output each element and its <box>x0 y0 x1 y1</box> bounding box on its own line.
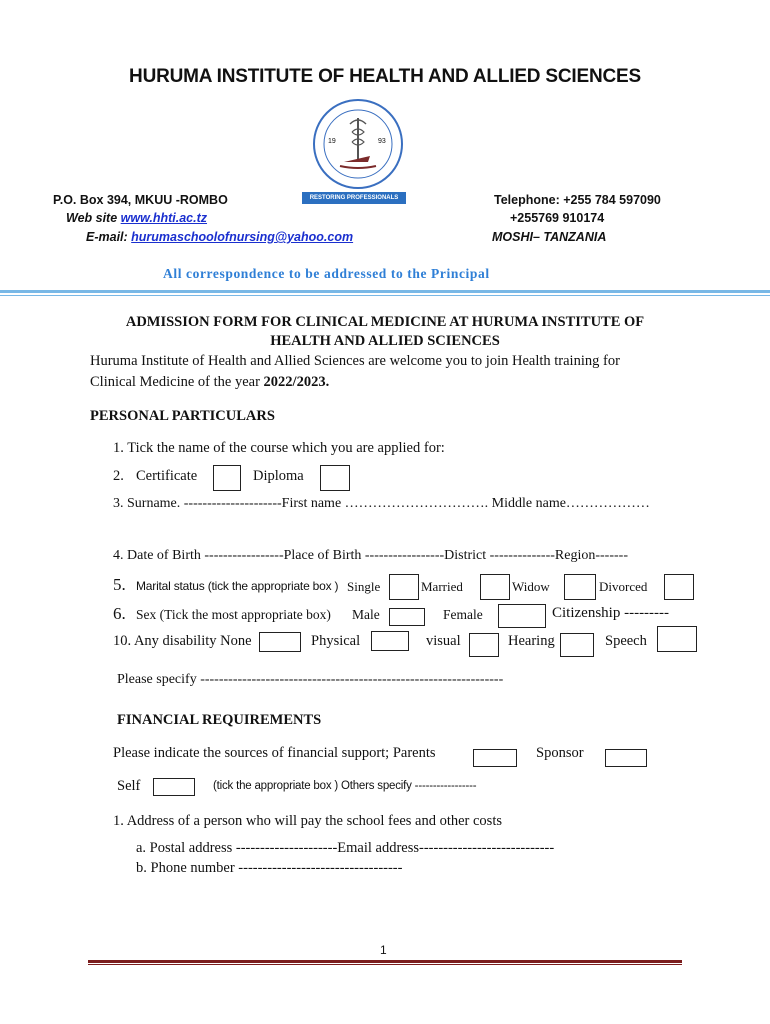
header-divider-thin <box>0 295 770 296</box>
header-divider <box>0 290 770 293</box>
parents-checkbox[interactable] <box>473 749 517 767</box>
marital-status-label: Marital status (tick the appropriate box ) <box>136 579 339 593</box>
logo-year-right: 93 <box>378 138 386 145</box>
question-6-number: 6. <box>113 604 126 623</box>
telephone-1: Telephone: +255 784 597090 <box>494 193 661 207</box>
sponsor-checkbox[interactable] <box>605 749 647 767</box>
physical-checkbox[interactable] <box>371 631 409 651</box>
self-label: Self <box>117 778 141 794</box>
please-specify-field: Please specify ----------------------------------------------------------------- <box>117 672 504 687</box>
email-label: E-mail: <box>86 230 132 244</box>
hearing-checkbox[interactable] <box>560 633 594 657</box>
postal-email-field: a. Postal address ---------------------Email address---------------------------- <box>136 840 555 856</box>
page-number: 1 <box>380 943 387 957</box>
citizenship-field: Citizenship --------- <box>552 605 670 621</box>
institute-logo <box>310 96 406 192</box>
diploma-label: Diploma <box>253 468 304 484</box>
question-4-birth: 4. Date of Birth -----------------Place of Birth -----------------District --------------Region------- <box>113 548 628 563</box>
email-line <box>86 230 353 244</box>
divorced-label: Divorced <box>599 579 648 594</box>
telephone-2: +255769 910174 <box>510 211 605 225</box>
male-checkbox[interactable] <box>389 608 425 626</box>
website-line <box>66 211 207 225</box>
financial-tick-instruction: (tick the appropriate box ) Others specify ----------------- <box>213 780 477 792</box>
visual-label: visual <box>426 633 461 649</box>
address-question: 1. Address of a person who will pay the school fees and other costs <box>113 813 503 829</box>
financial-sources-label: Please indicate the sources of financial support; Parents <box>113 745 436 761</box>
website-label: Web site <box>66 211 121 225</box>
form-title-line2: HEALTH AND ALLIED SCIENCES <box>270 333 500 349</box>
intro-line2-prefix: Clinical Medicine of the year <box>90 374 264 390</box>
disability-label: 10. Any disability None <box>113 633 252 649</box>
intro-line1: Huruma Institute of Health and Allied Sciences are welcome you to join Health training for <box>90 353 620 369</box>
speech-label: Speech <box>605 633 647 649</box>
male-label: Male <box>352 607 380 622</box>
phone-number-field: b. Phone number ---------------------------------- <box>136 860 403 876</box>
sponsor-label: Sponsor <box>536 745 584 761</box>
footer-rule-thin <box>88 964 682 965</box>
logo-banner: RESTORING PROFESSIONALS <box>302 192 406 204</box>
certificate-checkbox[interactable] <box>213 465 241 491</box>
website-link[interactable]: www.hhti.ac.tz <box>120 211 208 225</box>
self-checkbox[interactable] <box>153 778 195 796</box>
certificate-label: Certificate <box>136 468 198 484</box>
single-label: Single <box>347 579 381 594</box>
institute-title: HURUMA INSTITUTE OF HEALTH AND ALLIED SCIENCES <box>129 66 641 87</box>
financial-requirements-heading: FINANCIAL REQUIREMENTS <box>117 712 322 728</box>
footer-rule <box>88 960 682 963</box>
intro-year: 2022/2023. <box>263 374 330 390</box>
intro-line2 <box>90 374 329 391</box>
location: MOSHI– TANZANIA <box>492 230 607 244</box>
correspondence-note: All correspondence to be addressed to the Principal <box>163 266 490 281</box>
hearing-label: Hearing <box>508 633 555 649</box>
female-checkbox[interactable] <box>498 604 546 628</box>
none-checkbox[interactable] <box>259 632 301 652</box>
married-checkbox[interactable] <box>480 574 510 600</box>
question-5-number: 5. <box>113 575 126 594</box>
female-label: Female <box>443 607 483 622</box>
logo-seal-icon <box>310 96 406 192</box>
sex-label: Sex (Tick the most appropriate box) <box>136 607 331 622</box>
diploma-checkbox[interactable] <box>320 465 350 491</box>
widow-checkbox[interactable] <box>564 574 596 600</box>
widow-label: Widow <box>512 579 550 594</box>
speech-checkbox[interactable] <box>657 626 697 652</box>
question-1: 1. Tick the name of the course which you are applied for: <box>113 440 445 456</box>
visual-checkbox[interactable] <box>469 633 499 657</box>
personal-particulars-heading: PERSONAL PARTICULARS <box>90 408 275 424</box>
divorced-checkbox[interactable] <box>664 574 694 600</box>
question-2-number: 2. <box>113 468 124 484</box>
physical-label: Physical <box>311 633 361 649</box>
question-3-names: 3. Surname. ---------------------First name …………………………. Middle name……………… <box>113 496 650 511</box>
logo-year-left: 19 <box>328 138 336 145</box>
form-title-line1: ADMISSION FORM FOR CLINICAL MEDICINE AT HURUMA INSTITUTE OF <box>125 314 645 330</box>
married-label: Married <box>421 579 463 594</box>
single-checkbox[interactable] <box>389 574 419 600</box>
postal-address: P.O. Box 394, MKUU -ROMBO <box>53 193 228 207</box>
email-link[interactable]: hurumaschoolofnursing@yahoo.com <box>131 230 354 244</box>
